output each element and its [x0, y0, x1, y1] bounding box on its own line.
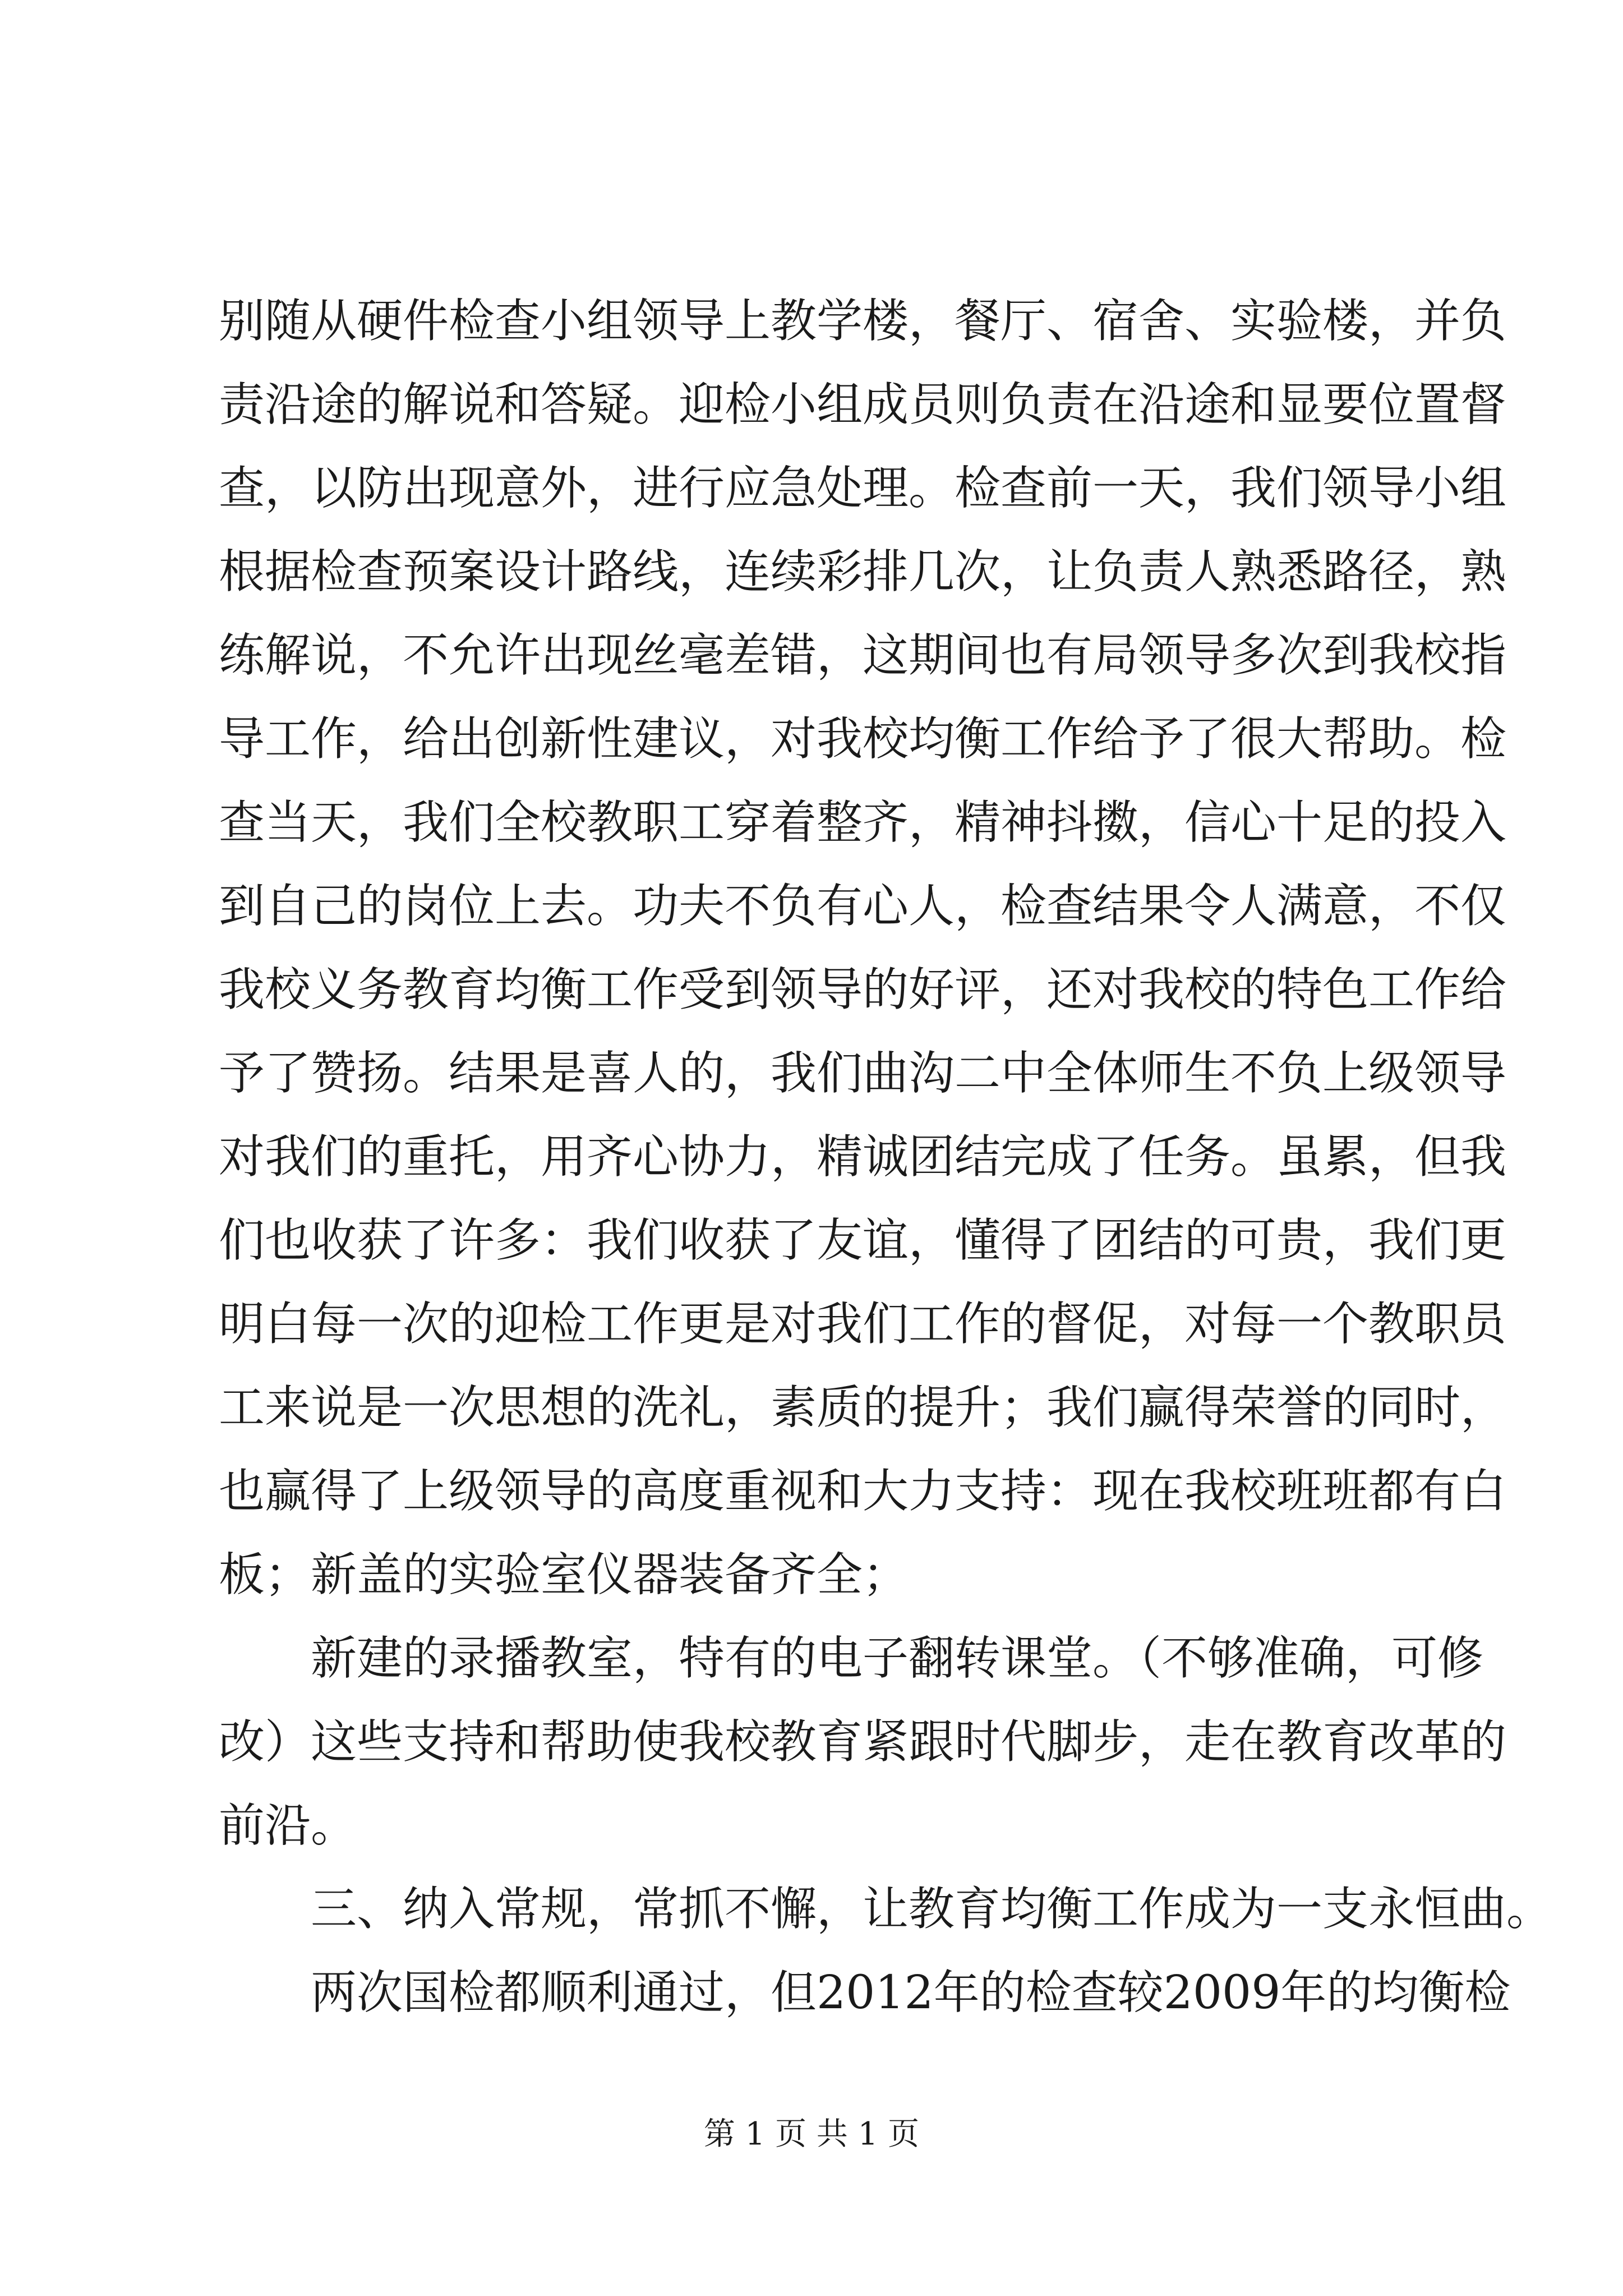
text-line: 对我们的重托，用齐心协力，精诚团结完成了任务。虽累，但我	[219, 1130, 1507, 1184]
text-line: 导工作，给出创新性建议，对我校均衡工作给予了很大帮助。检	[219, 712, 1507, 766]
text-line: 查当天，我们全校教职工穿着整齐，精神抖擞，信心十足的投入	[219, 796, 1507, 849]
text-line: 们也收获了许多：我们收获了友谊，懂得了团结的可贵，我们更	[219, 1214, 1507, 1267]
text-line: 查，以防出现意外，进行应急处理。检查前一天，我们领导小组	[219, 462, 1507, 515]
text-line: 明白每一次的迎检工作更是对我们工作的督促，对每一个教职员	[219, 1297, 1507, 1351]
page-footer: 第 1 页 共 1 页	[703, 2116, 920, 2152]
text-line: 也赢得了上级领导的高度重视和大力支持：现在我校班班都有白	[219, 1465, 1507, 1518]
text-line: 予了赞扬。结果是喜人的，我们曲沟二中全体师生不负上级领导	[219, 1047, 1507, 1100]
text-line: 改）这些支持和帮助使我校教育紧跟时代脚步，走在教育改革的	[219, 1715, 1507, 1769]
text-line: 练解说，不允许出现丝毫差错，这期间也有局领导多次到我校指	[219, 629, 1507, 682]
text-line: 板；新盖的实验室仪器装备齐全；	[219, 1548, 909, 1602]
text-line: 前沿。	[219, 1799, 357, 1852]
section-heading: 三、纳入常规，常抓不懈，让教育均衡工作成为一支永恒曲。	[311, 1883, 1553, 1936]
text-line: 工来说是一次思想的洗礼，素质的提升；我们赢得荣誉的同时，	[219, 1381, 1507, 1434]
body-text	[219, 279, 1553, 2035]
text-line: 根据检查预案设计路线，连续彩排几次，让负责人熟悉路径，熟	[219, 545, 1507, 599]
text-line: 责沿途的解说和答疑。迎检小组成员则负责在沿途和显要位置督	[219, 378, 1507, 431]
text-line: 别随从硬件检查小组领导上教学楼，餐厅、宿舍、实验楼，并负	[219, 295, 1507, 348]
text-line: 我校义务教育均衡工作受到领导的好评，还对我校的特色工作给	[219, 963, 1507, 1016]
text-line: 新建的录播教室，特有的电子翻转课堂。（不够准确，可修	[311, 1632, 1484, 1685]
text-line: 到自己的岗位上去。功夫不负有心人，检查结果令人满意，不仅	[219, 880, 1507, 933]
text-line: 两次国检都顺利通过，但2012年的检查较2009年的均衡检	[311, 1966, 1511, 2019]
